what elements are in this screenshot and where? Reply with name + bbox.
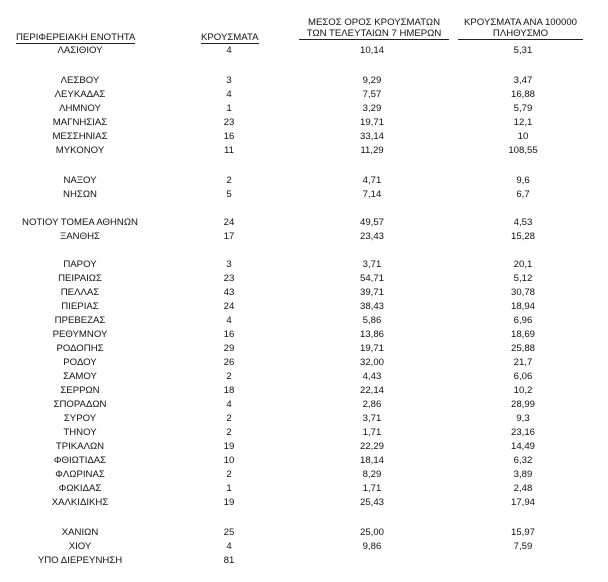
region-cell: ΜΥΚΟΝΟΥ [55, 145, 105, 156]
per-100000-cell: 10,2 [513, 385, 533, 396]
region-cell: ΛΑΣΙΘΙΟΥ [57, 45, 103, 56]
region-cell: ΡΟΔΟΥ [63, 357, 97, 368]
average-cell: 8,29 [362, 469, 382, 480]
table-row [0, 88, 608, 102]
header-region-label: ΠΕΡΙΦΕΡΕΙΑΚΗ ΕΝΟΤΗΤΑ [16, 32, 136, 43]
cases-cell: 2 [226, 469, 232, 480]
cases-cell: 81 [223, 555, 235, 566]
table-row [0, 174, 608, 188]
table-row [0, 440, 608, 454]
per-100000-cell: 17,94 [510, 497, 535, 508]
cases-cell: 4 [226, 89, 232, 100]
cases-cell: 23 [223, 117, 235, 128]
region-cell: ΦΘΙΩΤΙΔΑΣ [53, 455, 107, 466]
region-cell: ΣΥΡΟΥ [63, 413, 97, 424]
average-cell: 9,29 [362, 75, 382, 86]
region-cell: ΧΙΟΥ [68, 541, 92, 552]
cases-cell: 17 [223, 231, 235, 242]
table-row [0, 74, 608, 88]
table-row [0, 356, 608, 370]
table-row [0, 398, 608, 412]
table-row [0, 258, 608, 272]
region-cell: ΡΟΔΟΠΗΣ [56, 343, 104, 354]
average-cell: 7,14 [362, 189, 382, 200]
average-cell: 4,71 [362, 175, 382, 186]
region-cell: ΛΗΜΝΟΥ [59, 103, 101, 114]
average-cell: 1,71 [362, 483, 382, 494]
per-100000-cell: 10 [517, 131, 529, 142]
region-cell: ΝΑΞΟΥ [63, 175, 97, 186]
table-row [0, 130, 608, 144]
per-100000-cell: 7,59 [513, 541, 533, 552]
per-100000-cell: 14,49 [510, 441, 535, 452]
table-row [0, 496, 608, 510]
average-cell: 9,86 [362, 541, 382, 552]
table-row [0, 272, 608, 286]
region-cell: ΛΕΥΚΑΔΑΣ [54, 89, 106, 100]
region-cell: ΠΙΕΡΙΑΣ [61, 301, 99, 312]
table-row [0, 526, 608, 540]
average-cell: 19,71 [359, 343, 384, 354]
per-100000-cell: 18,69 [510, 329, 535, 340]
table-row [0, 342, 608, 356]
cases-cell: 5 [226, 189, 232, 200]
per-100000-cell: 4,53 [513, 217, 533, 228]
average-cell: 25,00 [359, 527, 384, 538]
region-cell: ΣΑΜΟΥ [63, 371, 97, 382]
average-cell: 18,14 [359, 455, 384, 466]
cases-cell: 19 [223, 441, 235, 452]
average-cell: 3,71 [362, 413, 382, 424]
table-row [0, 328, 608, 342]
cases-cell: 10 [223, 455, 235, 466]
per-100000-cell: 25,88 [510, 343, 535, 354]
region-cell: ΠΑΡΟΥ [63, 259, 97, 270]
average-cell: 2,86 [362, 399, 382, 410]
header-per-100000-line1: ΚΡΟΥΣΜΑΤΑ ΑΝΑ 100000 [464, 17, 577, 28]
per-100000-cell: 6,96 [513, 315, 533, 326]
region-cell: ΦΛΩΡΙΝΑΣ [55, 469, 105, 480]
cases-cell: 16 [223, 131, 235, 142]
average-cell: 1,71 [362, 427, 382, 438]
header-average-line2: ΤΩΝ ΤΕΛΕΥΤΑΙΩΝ 7 ΗΜΕΡΩΝ [299, 28, 449, 40]
cases-cell: 4 [226, 541, 232, 552]
header-cases-label: ΚΡΟΥΣΜΑΤΑ [201, 32, 259, 43]
table-row [0, 384, 608, 398]
region-cell: ΦΩΚΙΔΑΣ [58, 483, 102, 494]
per-100000-cell: 6,06 [513, 371, 533, 382]
cases-cell: 29 [223, 343, 235, 354]
per-100000-cell: 20,1 [513, 259, 533, 270]
table-row [0, 286, 608, 300]
cases-cell: 3 [226, 259, 232, 270]
header-per-100000-line2: ΠΛΗΘΥΣΜΟ [458, 28, 583, 40]
per-100000-cell: 18,94 [510, 301, 535, 312]
per-100000-cell: 5,12 [513, 273, 533, 284]
table-row [0, 468, 608, 482]
table-row [0, 314, 608, 328]
table-row [0, 44, 608, 58]
cases-cell: 2 [226, 371, 232, 382]
region-cell: ΞΑΝΘΗΣ [60, 231, 100, 242]
per-100000-cell: 12,1 [513, 117, 533, 128]
table-row [0, 116, 608, 130]
average-cell: 33,14 [359, 131, 384, 142]
per-100000-cell: 3,47 [513, 75, 533, 86]
table-row [0, 144, 608, 158]
cases-cell: 24 [223, 217, 235, 228]
table-row [0, 454, 608, 468]
average-cell: 22,29 [359, 441, 384, 452]
cases-cell: 1 [226, 103, 232, 114]
per-100000-cell: 6,32 [513, 455, 533, 466]
table-row [0, 102, 608, 116]
per-100000-cell: 15,97 [510, 527, 535, 538]
region-cell: ΛΕΣΒΟΥ [60, 75, 100, 86]
average-cell: 3,71 [362, 259, 382, 270]
table-row [0, 554, 608, 568]
region-cell: ΣΕΡΡΩΝ [60, 385, 100, 396]
cases-cell: 2 [226, 175, 232, 186]
cases-cell: 11 [224, 145, 234, 156]
region-cell: ΤΗΝΟΥ [63, 427, 97, 438]
region-cell: ΝΗΣΩΝ [63, 189, 97, 200]
average-cell: 25,43 [359, 497, 384, 508]
cases-cell: 3 [226, 75, 232, 86]
average-cell: 7,57 [362, 89, 382, 100]
average-cell: 54,71 [359, 273, 384, 284]
region-cell: ΧΑΝΙΩΝ [61, 527, 99, 538]
average-cell: 13,86 [359, 329, 384, 340]
table-row [0, 216, 608, 230]
cases-cell: 18 [223, 385, 235, 396]
per-100000-cell: 23,16 [510, 427, 535, 438]
cases-cell: 2 [226, 427, 232, 438]
cases-cell: 19 [223, 497, 235, 508]
header-cases [201, 32, 259, 43]
region-cell: ΣΠΟΡΑΔΩΝ [53, 399, 107, 410]
table-row [0, 412, 608, 426]
region-cell: ΧΑΛΚΙΔΙΚΗΣ [51, 497, 109, 508]
table-row [0, 482, 608, 496]
cases-cell: 26 [223, 357, 235, 368]
average-cell: 10,14 [359, 45, 384, 56]
average-cell: 49,57 [359, 217, 384, 228]
per-100000-cell: 15,28 [510, 231, 535, 242]
average-cell: 19,71 [359, 117, 384, 128]
cases-cell: 24 [223, 301, 235, 312]
cases-cell: 2 [226, 413, 232, 424]
header-average-line1: ΜΕΣΟΣ ΟΡΟΣ ΚΡΟΥΣΜΑΤΩΝ [307, 17, 441, 28]
cases-cell: 23 [223, 273, 235, 284]
cases-cell: 4 [226, 45, 232, 56]
per-100000-cell: 21,7 [513, 357, 533, 368]
table-row [0, 230, 608, 244]
header-per-100000 [458, 17, 583, 40]
per-100000-cell: 5,79 [513, 103, 533, 114]
per-100000-cell: 108,55 [508, 145, 538, 156]
average-cell: 39,71 [359, 287, 384, 298]
cases-cell: 4 [226, 315, 232, 326]
per-100000-cell: 3,89 [513, 469, 533, 480]
header-region [16, 32, 135, 43]
cases-cell: 1 [226, 483, 232, 494]
cases-cell: 25 [223, 527, 235, 538]
region-cell: ΜΕΣΣΗΝΙΑΣ [52, 131, 108, 142]
average-cell: 22,14 [359, 385, 384, 396]
average-cell: 38,43 [359, 301, 384, 312]
region-cell: ΤΡΙΚΑΛΩΝ [55, 441, 105, 452]
average-cell: 5,86 [362, 315, 382, 326]
per-100000-cell: 30,78 [510, 287, 535, 298]
table-row [0, 188, 608, 202]
average-cell: 3,29 [362, 103, 382, 114]
header-average [299, 17, 449, 40]
cases-cell: 16 [223, 329, 235, 340]
cases-cell: 4 [226, 399, 232, 410]
region-cell: ΡΕΘΥΜΝΟΥ [52, 329, 108, 340]
region-cell: ΠΕΙΡΑΙΩΣ [58, 273, 102, 284]
average-cell: 23,43 [359, 231, 384, 242]
per-100000-cell: 6,7 [516, 189, 530, 200]
per-100000-cell: 2,48 [513, 483, 533, 494]
region-cell: ΜΑΓΝΗΣΙΑΣ [52, 117, 108, 128]
per-100000-cell: 28,99 [510, 399, 535, 410]
region-cell: ΠΡΕΒΕΖΑΣ [54, 315, 106, 326]
region-cell: ΥΠΟ ΔΙΕΡΕΥΝΗΣΗ [37, 555, 123, 566]
per-100000-cell: 5,31 [513, 45, 533, 56]
table-row [0, 370, 608, 384]
table-row [0, 540, 608, 554]
average-cell: 32,00 [359, 357, 384, 368]
region-cell: ΠΕΛΛΑΣ [60, 287, 100, 298]
cases-cell: 43 [223, 287, 235, 298]
per-100000-cell: 16,88 [510, 89, 535, 100]
region-cell: ΝΟΤΙΟΥ ΤΟΜΕΑ ΑΘΗΝΩΝ [22, 217, 138, 228]
table-row [0, 426, 608, 440]
table-row [0, 300, 608, 314]
per-100000-cell: 9,6 [516, 175, 530, 186]
average-cell: 11,29 [360, 145, 384, 156]
average-cell: 4,43 [362, 371, 382, 382]
per-100000-cell: 9,3 [516, 413, 530, 424]
